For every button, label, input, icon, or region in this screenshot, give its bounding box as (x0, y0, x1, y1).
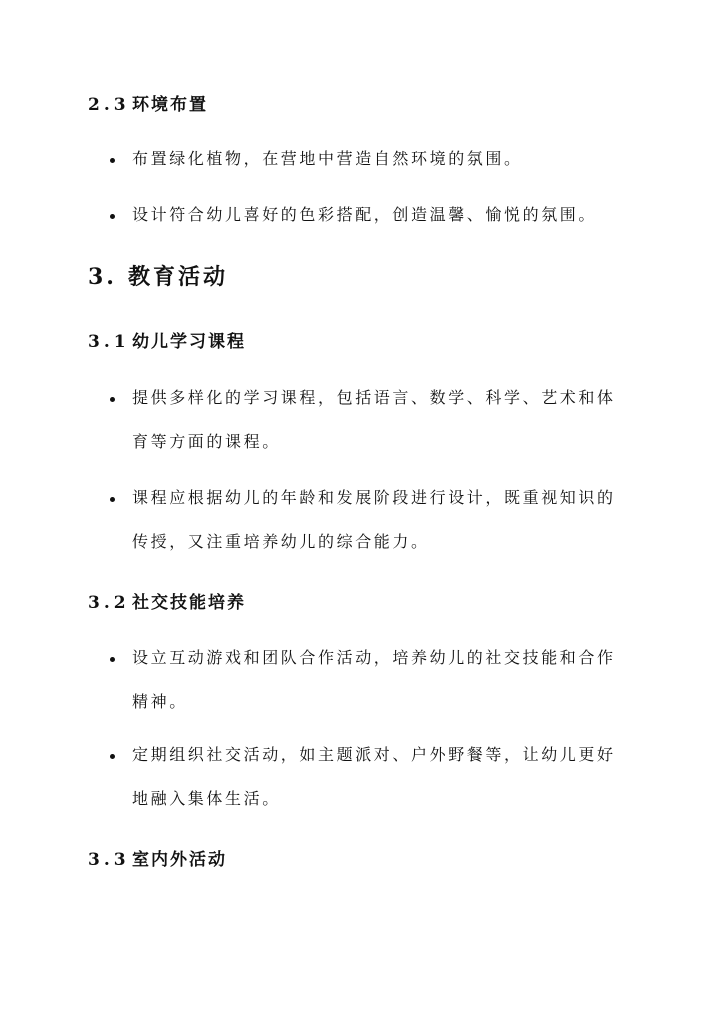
section-title: 幼儿学习课程 (132, 332, 246, 352)
list-item-text: 精神。 (132, 692, 188, 711)
bullet-icon (110, 158, 115, 163)
bullet-icon (110, 397, 115, 402)
bullet-icon (110, 657, 115, 662)
section-title: 室内外活动 (132, 850, 227, 870)
section-heading-3-2 (88, 588, 246, 613)
list-item-text: 课程应根据幼儿的年龄和发展阶段进行设计，既重视知识的 (132, 488, 616, 507)
section-title: 环境布置 (132, 95, 208, 115)
list-item-text: 定期组织社交活动，如主题派对、户外野餐等，让幼儿更好 (132, 745, 616, 764)
section-number: 3.3 (88, 850, 130, 870)
list-item-text: 布置绿化植物，在营地中营造自然环境的氛围。 (132, 149, 523, 168)
section-heading-2-3 (88, 90, 208, 115)
chapter-heading (88, 260, 228, 291)
chapter-number: 3. (88, 264, 117, 290)
section-title: 社交技能培养 (132, 593, 246, 613)
list-item-text: 设立互动游戏和团队合作活动，培养幼儿的社交技能和合作 (132, 648, 616, 667)
bullet-icon (110, 754, 115, 759)
list-item-text: 育等方面的课程。 (132, 432, 281, 451)
section-heading-3-3 (88, 845, 227, 870)
list-item-text: 地融入集体生活。 (132, 789, 281, 808)
bullet-icon (110, 214, 115, 219)
section-heading-3-1 (88, 327, 246, 352)
section-number: 3.1 (88, 332, 130, 352)
list-item-text: 设计符合幼儿喜好的色彩搭配，创造温馨、愉悦的氛围。 (132, 205, 598, 224)
bullet-icon (110, 497, 115, 502)
list-item-text: 提供多样化的学习课程，包括语言、数学、科学、艺术和体 (132, 388, 616, 407)
list-item-text: 传授，又注重培养幼儿的综合能力。 (132, 532, 430, 551)
chapter-title: 教育活动 (128, 264, 229, 290)
section-number: 2.3 (88, 95, 130, 115)
section-number: 3.2 (88, 593, 130, 613)
